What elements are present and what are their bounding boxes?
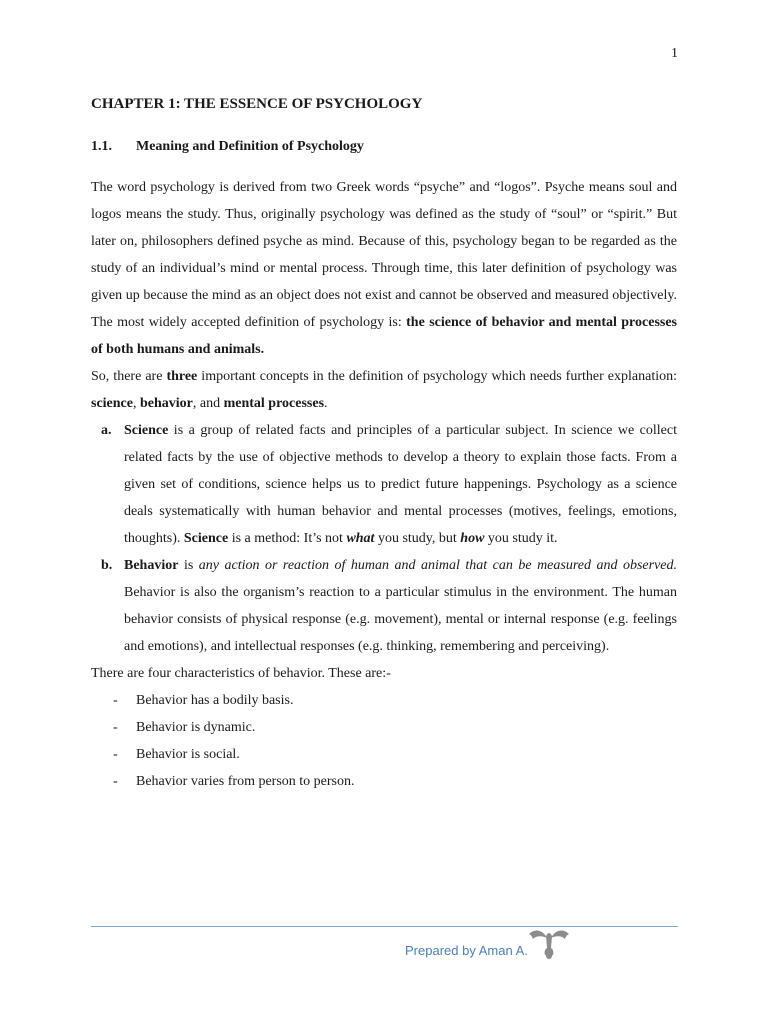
list-item bbox=[91, 687, 677, 714]
footer-author: Prepared by Aman A. bbox=[405, 943, 528, 958]
characteristic-text: Behavior varies from person to person. bbox=[136, 774, 355, 789]
concepts-text: , bbox=[132, 396, 140, 411]
concepts-text: So, there are bbox=[91, 369, 167, 384]
list-item bbox=[91, 714, 677, 741]
list-marker: a. bbox=[101, 423, 112, 438]
section-heading bbox=[91, 139, 364, 155]
dash-marker: - bbox=[113, 720, 118, 735]
fleuron-icon bbox=[527, 926, 571, 960]
list-item-behavior bbox=[91, 552, 677, 660]
intro-text: The word psychology is derived from two Greek words “psyche” and “logos”. Psyche means soul and logos means the study. Thus, originally psychology was defined as the study of “soul” or “spirit.” But later on, philosophers defined psyche as mind. Because of this, psychology began to be regarded as the study of an individual’s mind or mental process. Through time, this later definition of psychology was given up because the mind as an object does not exist and cannot be observed and measured objectively. The most widely accepted definition of psychology is: bbox=[91, 180, 677, 330]
concept-mental-processes: mental processes bbox=[223, 396, 325, 411]
section-number: 1.1. bbox=[91, 139, 112, 154]
science-text: is a group of related facts and principles of a particular subject. In science we collect related facts by the use of objective methods to develop a theory to explain those facts. From a given set of conditions, science helps us to predict future happenings. Psychology as a science deals systematically with human behavior and mental processes (motives, feelings, emotions, thoughts). bbox=[124, 423, 677, 546]
behavior-text: Behavior is also the organism’s reaction to a particular stimulus in the environment. The human behavior consists of physical response (e.g. movement), mental or internal response (e.g. feelings and emotions), and intellectual responses (e.g. thinking, remembering and perceiving). bbox=[124, 585, 677, 654]
dash-marker: - bbox=[113, 693, 118, 708]
concepts-paragraph bbox=[91, 363, 677, 417]
characteristics-list bbox=[91, 687, 677, 795]
footer-divider bbox=[91, 926, 678, 927]
term-science: Science bbox=[124, 423, 169, 438]
behavior-definition: any action or reaction of human and animal that can be measured and observed. bbox=[198, 558, 678, 573]
dash-marker: - bbox=[113, 747, 118, 762]
concepts-text: , and bbox=[192, 396, 224, 411]
concepts-text: important concepts in the definition of psychology which needs further explanation: bbox=[197, 369, 677, 384]
concepts-count: three bbox=[166, 369, 198, 384]
chapter-title: CHAPTER 1: THE ESSENCE OF PSYCHOLOGY bbox=[91, 96, 423, 112]
term-science: Science bbox=[183, 531, 229, 546]
list-marker: b. bbox=[101, 558, 113, 573]
body-text bbox=[91, 174, 677, 795]
definition-text: the science of behavior and mental processes of both humans and animals. bbox=[91, 315, 677, 357]
emphasis-how: how bbox=[460, 531, 485, 546]
list-item bbox=[91, 741, 677, 768]
characteristic-text: Behavior is social. bbox=[136, 747, 240, 762]
intro-paragraph bbox=[91, 174, 677, 363]
concepts-list bbox=[91, 417, 677, 660]
term-behavior: Behavior bbox=[124, 558, 179, 573]
science-text: you study, but bbox=[374, 531, 461, 546]
characteristic-text: Behavior has a bodily basis. bbox=[136, 693, 294, 708]
concept-behavior: behavior bbox=[139, 396, 193, 411]
section-title: Meaning and Definition of Psychology bbox=[136, 139, 364, 154]
list-item bbox=[91, 768, 677, 795]
dash-marker: - bbox=[113, 774, 118, 789]
concept-science: science bbox=[91, 396, 133, 411]
list-item-science bbox=[91, 417, 677, 552]
science-text: is a method: It’s not bbox=[228, 531, 347, 546]
characteristics-intro: There are four characteristics of behavior. These are:- bbox=[91, 666, 391, 681]
science-text: you study it. bbox=[484, 531, 558, 546]
characteristic-text: Behavior is dynamic. bbox=[136, 720, 256, 735]
page-number: 1 bbox=[671, 46, 678, 61]
concepts-text: . bbox=[324, 396, 328, 411]
behavior-text: is bbox=[178, 558, 199, 573]
emphasis-what: what bbox=[346, 531, 375, 546]
